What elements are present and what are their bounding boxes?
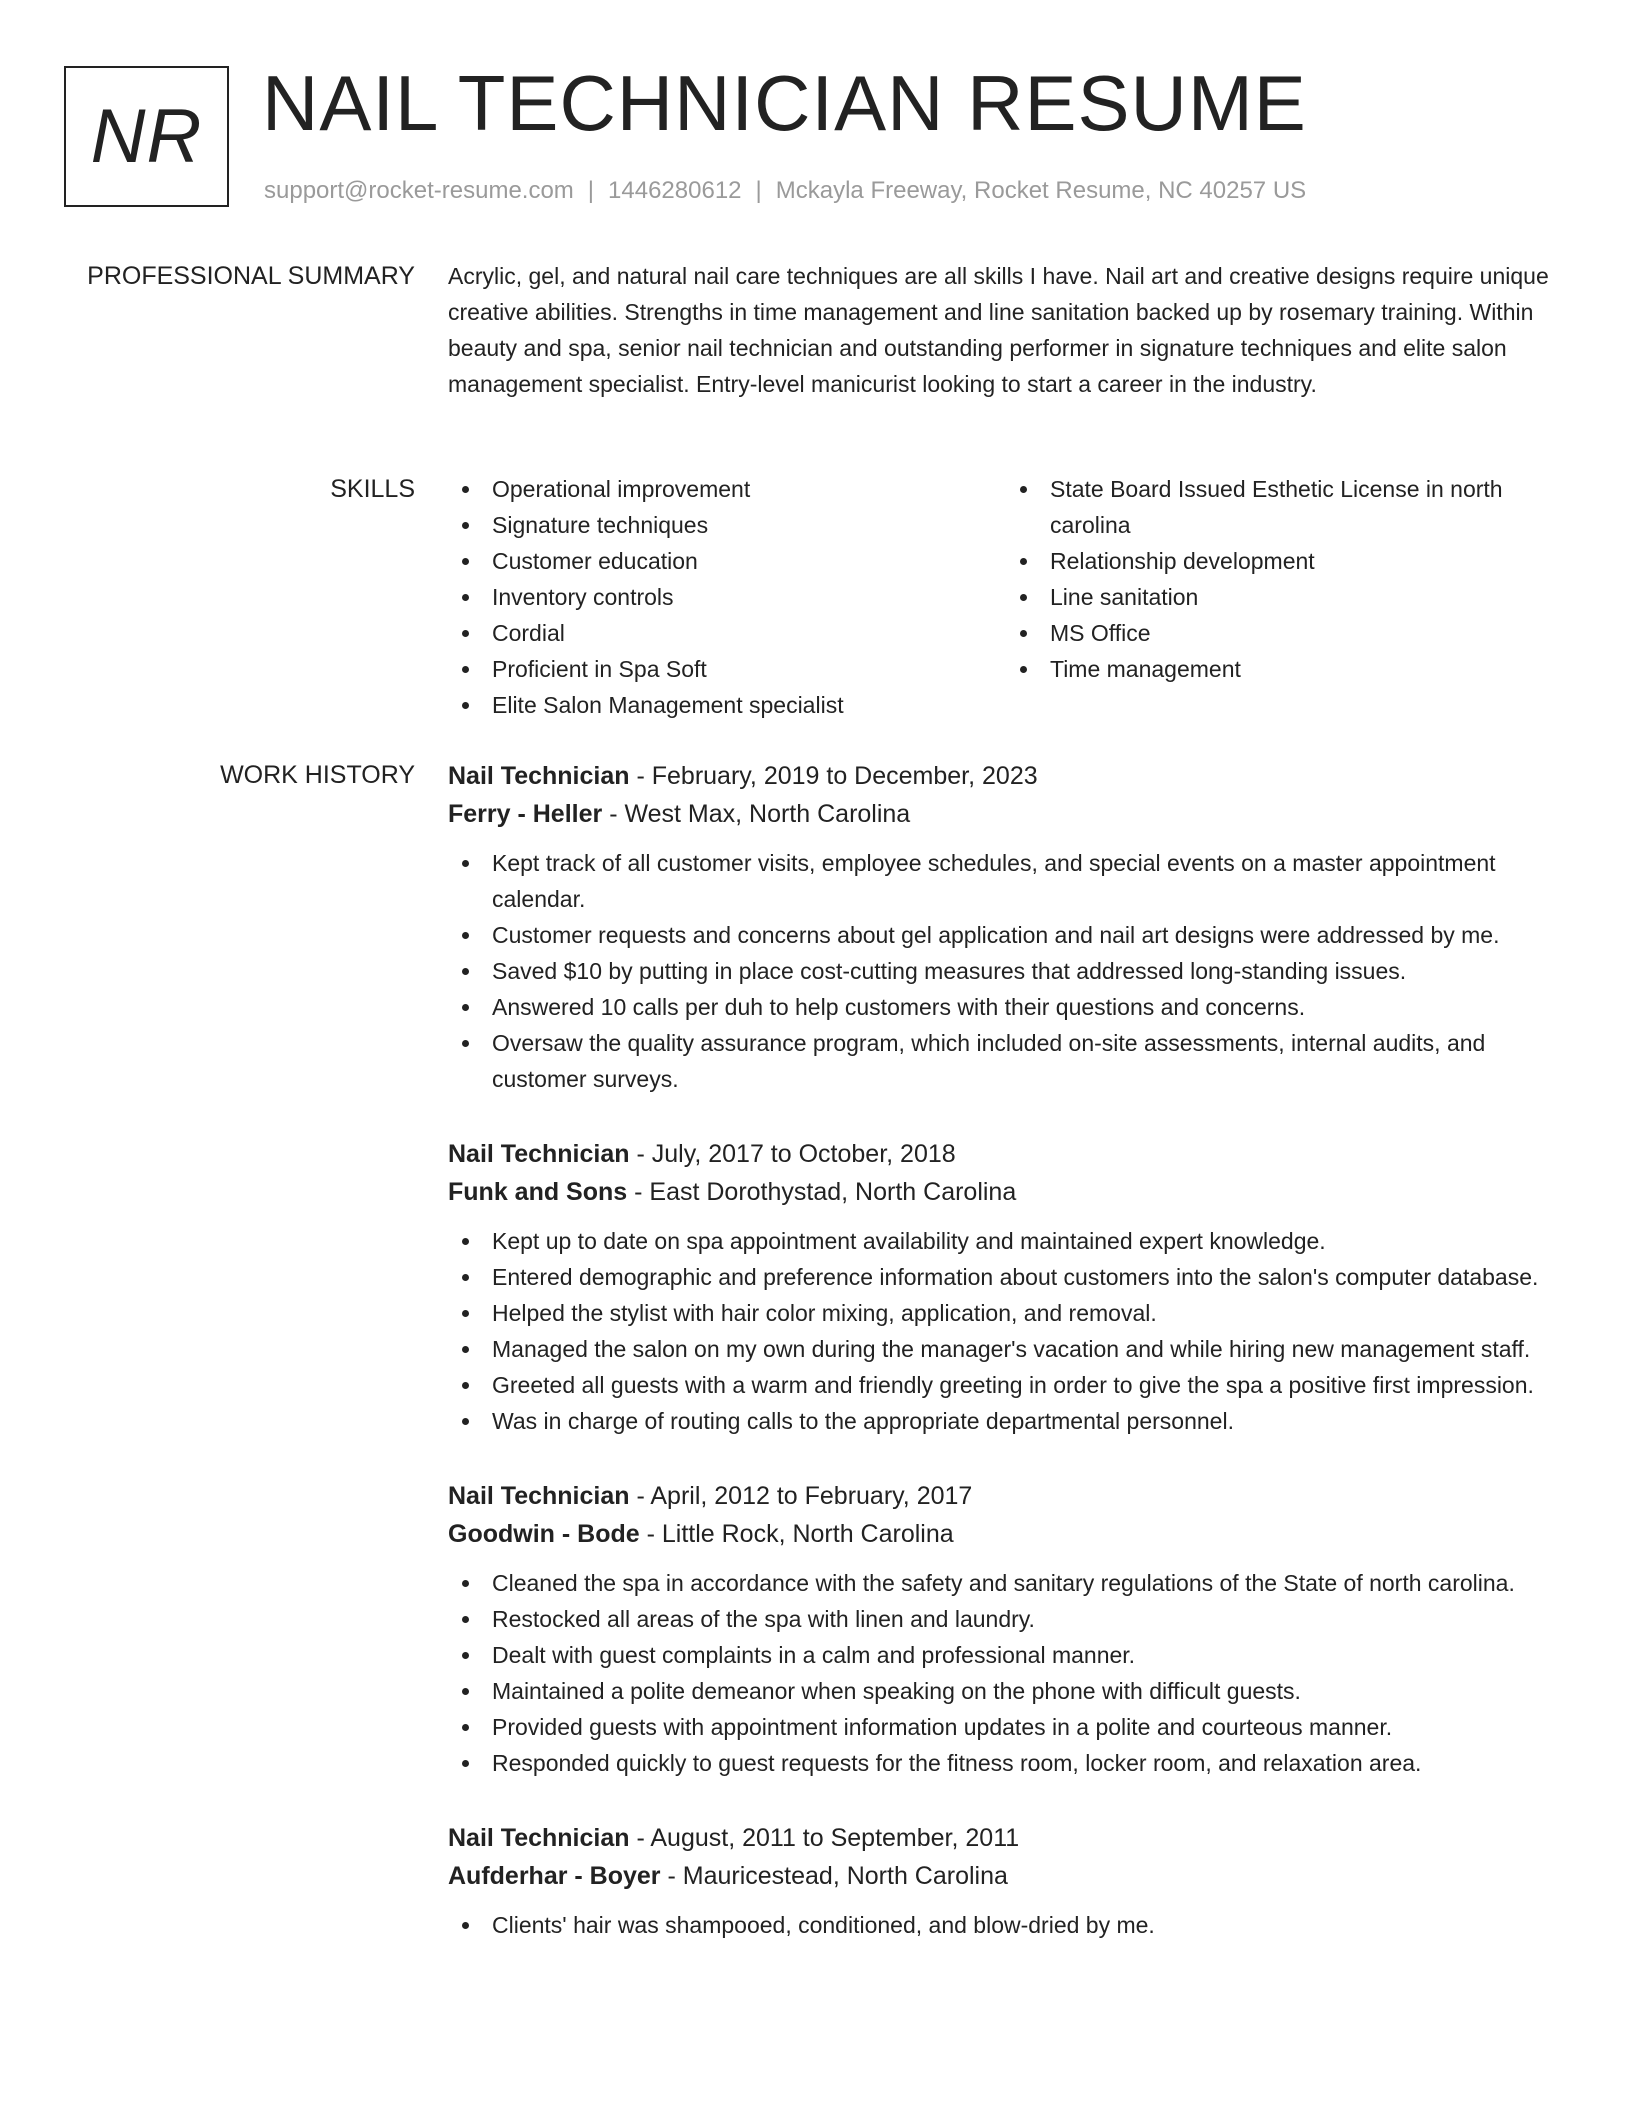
skills-body — [448, 471, 1564, 723]
job-duty-item: Clients' hair was shampooed, conditioned, and blow-dried by me. — [492, 1907, 1564, 1943]
skills-list-right — [1006, 471, 1564, 723]
job-entry — [448, 1819, 1564, 1943]
job-duties-list — [448, 1565, 1564, 1781]
job-company-line — [448, 1857, 1564, 1895]
job-company: Funk and Sons — [448, 1178, 628, 1206]
skill-item: Customer education — [492, 543, 1006, 579]
job-duty-item: Was in charge of routing calls to the appropriate departmental personnel. — [492, 1403, 1564, 1439]
job-entry — [448, 757, 1564, 1097]
work-history-body — [448, 757, 1564, 1981]
job-duty-item: Answered 10 calls per duh to help customers with their questions and concerns. — [492, 989, 1564, 1025]
job-duty-item: Entered demographic and preference information about customers into the salon's computer database. — [492, 1259, 1564, 1295]
summary-body — [448, 258, 1564, 402]
job-company: Aufderhar - Boyer — [448, 1862, 661, 1890]
job-title: Nail Technician — [448, 1140, 630, 1168]
job-company: Goodwin - Bode — [448, 1520, 640, 1548]
job-entry — [448, 1135, 1564, 1439]
job-company-line — [448, 795, 1564, 833]
job-location: - Little Rock, North Carolina — [639, 1520, 954, 1548]
section-heading-skills: SKILLS — [330, 475, 415, 503]
section-heading-summary: PROFESSIONAL SUMMARY — [87, 262, 415, 290]
job-duty-item: Oversaw the quality assurance program, which included on-site assessments, internal audits, and customer surveys. — [492, 1025, 1564, 1097]
job-title: Nail Technician — [448, 1824, 630, 1852]
job-duty-item: Dealt with guest complaints in a calm and professional manner. — [492, 1637, 1564, 1673]
skill-item: State Board Issued Esthetic License in north carolina — [1050, 471, 1564, 543]
job-title-line — [448, 1477, 1564, 1515]
job-title: Nail Technician — [448, 1482, 630, 1510]
contact-address: Mckayla Freeway, Rocket Resume, NC 40257 US — [775, 177, 1307, 204]
skill-item: Inventory controls — [492, 579, 1006, 615]
skills-list-left — [448, 471, 1006, 723]
job-duties-list — [448, 1223, 1564, 1439]
contact-phone: 1446280612 — [608, 177, 742, 204]
job-title-line — [448, 757, 1564, 795]
section-heading-work-history: WORK HISTORY — [220, 761, 415, 789]
skill-item: Time management — [1050, 651, 1564, 687]
job-dates: - July, 2017 to October, 2018 — [629, 1140, 956, 1168]
job-location: - West Max, North Carolina — [602, 800, 911, 828]
skill-item: Line sanitation — [1050, 579, 1564, 615]
job-duties-list — [448, 845, 1564, 1097]
resume-title: NAIL TECHNICIAN RESUME — [262, 59, 1307, 147]
job-duty-item: Greeted all guests with a warm and friendly greeting in order to give the spa a positive first impression. — [492, 1367, 1564, 1403]
job-title-line — [448, 1135, 1564, 1173]
contact-line — [264, 176, 1306, 206]
job-dates: - February, 2019 to December, 2023 — [629, 762, 1038, 790]
summary-text: Acrylic, gel, and natural nail care techniques are all skills I have. Nail art and creative designs require unique creative abilities. Strengths in time management and line sanitation backed up by rosemary training. Within beauty and spa, senior nail technician and outstanding performer in signature techniques and elite salon management specialist. Entry-level manicurist looking to start a career in the industry. — [448, 263, 1549, 397]
job-duty-item: Saved $10 by putting in place cost-cutting measures that addressed long-standing issues. — [492, 953, 1564, 989]
job-dates: - August, 2011 to September, 2011 — [629, 1824, 1020, 1852]
monogram-logo: NR — [64, 66, 229, 207]
job-duty-item: Customer requests and concerns about gel application and nail art designs were addressed by me. — [492, 917, 1564, 953]
contact-email: support@rocket-resume.com — [264, 177, 574, 204]
job-duties-list — [448, 1907, 1564, 1943]
skill-item: Cordial — [492, 615, 1006, 651]
job-company-line — [448, 1515, 1564, 1553]
job-duty-item: Kept up to date on spa appointment availability and maintained expert knowledge. — [492, 1223, 1564, 1259]
skill-item: Proficient in Spa Soft — [492, 651, 1006, 687]
skill-item: Relationship development — [1050, 543, 1564, 579]
skill-item: Elite Salon Management specialist — [492, 687, 1006, 723]
job-dates: - April, 2012 to February, 2017 — [629, 1482, 973, 1510]
job-entry — [448, 1477, 1564, 1781]
job-title: Nail Technician — [448, 762, 630, 790]
skill-item: Signature techniques — [492, 507, 1006, 543]
job-company-line — [448, 1173, 1564, 1211]
skills-columns — [448, 471, 1564, 723]
job-duty-item: Responded quickly to guest requests for the fitness room, locker room, and relaxation area. — [492, 1745, 1564, 1781]
job-duty-item: Helped the stylist with hair color mixing, application, and removal. — [492, 1295, 1564, 1331]
job-location: - East Dorothystad, North Carolina — [627, 1178, 1017, 1206]
job-location: - Mauricestead, North Carolina — [660, 1862, 1008, 1890]
skill-item: MS Office — [1050, 615, 1564, 651]
job-duty-item: Cleaned the spa in accordance with the safety and sanitary regulations of the State of north carolina. — [492, 1565, 1564, 1601]
job-company: Ferry - Heller — [448, 800, 603, 828]
job-duty-item: Maintained a polite demeanor when speaking on the phone with difficult guests. — [492, 1673, 1564, 1709]
job-duty-item: Managed the salon on my own during the manager's vacation and while hiring new management staff. — [492, 1331, 1564, 1367]
job-duty-item: Provided guests with appointment information updates in a polite and courteous manner. — [492, 1709, 1564, 1745]
contact-separator: | — [587, 177, 595, 204]
skill-item: Operational improvement — [492, 471, 1006, 507]
job-duty-item: Restocked all areas of the spa with linen and laundry. — [492, 1601, 1564, 1637]
contact-separator: | — [755, 177, 762, 204]
job-duty-item: Kept track of all customer visits, employee schedules, and special events on a master appointment calendar. — [492, 845, 1564, 917]
job-title-line — [448, 1819, 1564, 1857]
